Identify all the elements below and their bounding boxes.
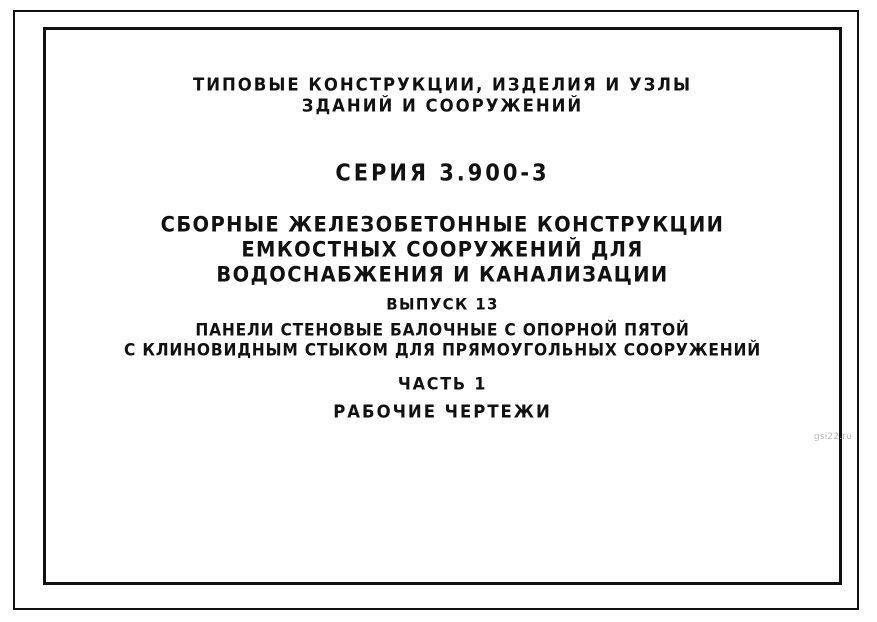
part-number: ЧАСТЬ 1 bbox=[397, 372, 488, 394]
title-block bbox=[43, 27, 842, 585]
title-line-3: ВОДОСНАБЖЕНИЯ И КАНАЛИЗАЦИИ bbox=[216, 262, 669, 287]
spacer-after-subtitle bbox=[43, 361, 842, 374]
issue-number: ВЫПУСК 13 bbox=[386, 294, 499, 314]
title-line-2: ЕМКОСТНЫХ СООРУЖЕНИЙ ДЛЯ bbox=[241, 237, 644, 262]
header-line-1: ТИПОВЫЕ КОНСТРУКЦИИ, ИЗДЕЛИЯ И УЗЛЫ bbox=[192, 74, 693, 95]
header-line-2: ЗДАНИЙ И СООРУЖЕНИЙ bbox=[301, 95, 584, 116]
subtitle-line-2: С КЛИНОВИДНЫМ СТЫКОМ ДЛЯ ПРЯМОУГОЛЬНЫХ СООРУЖЕНИЙ bbox=[124, 340, 761, 360]
document-kind: РАБОЧИЕ ЧЕРТЕЖИ bbox=[333, 401, 552, 423]
series-number: СЕРИЯ 3.900-3 bbox=[335, 160, 550, 187]
title-line-1: СБОРНЫЕ ЖЕЛЕЗОБЕТОННЫЕ КОНСТРУКЦИИ bbox=[160, 212, 725, 237]
spacer-after-header bbox=[43, 116, 842, 160]
spacer-after-series bbox=[43, 187, 842, 213]
subtitle-line-1: ПАНЕЛИ СТЕНОВЫЕ БАЛОЧНЫЕ С ОПОРНОЙ ПЯТОЙ bbox=[195, 320, 690, 340]
watermark-text: gsi22.ru bbox=[813, 432, 852, 442]
